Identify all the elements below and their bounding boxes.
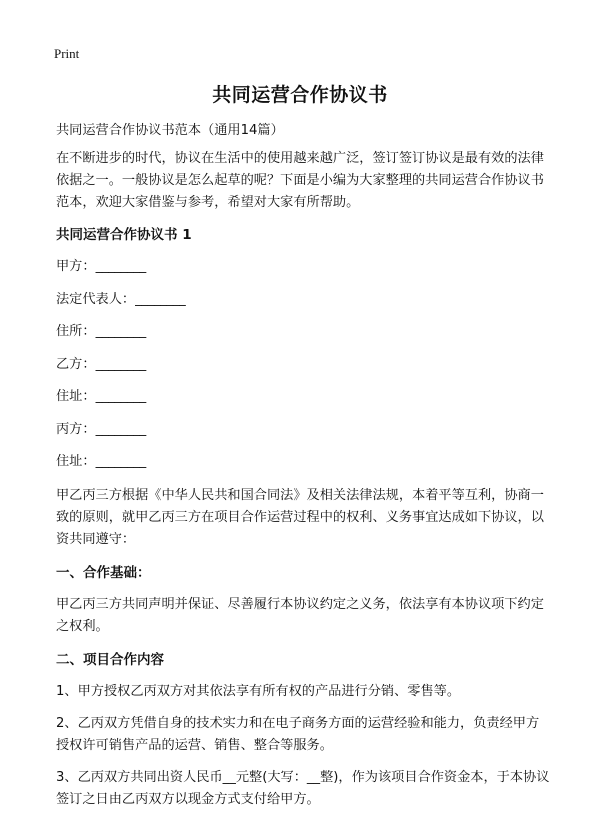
field-label: 甲方： [56,259,96,274]
party-field-legal-rep [56,289,552,311]
field-label: 住址： [56,454,96,469]
party-field-yi-address [56,386,552,408]
field-blank: ________ [95,389,146,404]
field-label: 住址： [56,389,96,404]
print-link[interactable]: Print [54,46,80,61]
section-2-item-3: 3、乙丙双方共同出资人民币__元整(大写：__整)，作为该项目合作资金本，于本协议签订之日由乙丙双方以现金方式支付给甲方。 [56,770,550,807]
section-2-heading: 二、项目合作内容 [56,652,164,668]
field-blank: ________ [95,324,146,339]
intro-paragraph: 在不断进步的时代，协议在生活中的使用越来越广泛，签订签订协议是最有效的法律依据之一。一般协议是怎么起草的呢？下面是小编为大家整理的共同运营合作协议书范本，欢迎大家借鉴与参考，希望对大家有所帮助。 [56,151,544,210]
field-blank: ________ [135,291,186,307]
field-blank: ________ [95,259,146,274]
section-2-item-1: 1、甲方授权乙丙双方对其依法享有所有权的产品进行分销、零售等。 [56,684,461,699]
document-subtitle: 共同运营合作协议书范本（通用14篇） [56,123,284,138]
field-blank: ________ [95,356,146,372]
document-title: 共同运营合作协议书 [212,84,388,106]
party-field-jia [56,256,552,278]
party-field-bing [56,419,552,441]
section-2-item-2: 2、乙丙双方凭借自身的技术实力和在电子商务方面的运营经验和能力，负责经甲方授权许可销售产品的运营、销售、整合等服务。 [56,716,540,753]
field-label: 住所： [56,324,96,339]
party-field-residence [56,321,552,343]
document-body [56,120,552,821]
field-blank: ________ [95,454,146,469]
field-blank: ________ [95,421,146,437]
agreement-heading: 共同运营合作协议书 1 [56,227,192,243]
section-1-heading: 一、合作基础： [56,565,151,581]
field-label: 乙方： [56,356,96,372]
section-1-text: 甲乙丙三方共同声明并保证、尽善履行本协议约定之义务，依法享有本协议项下约定之权利。 [56,597,544,634]
field-label: 法定代表人： [56,291,136,307]
preamble-paragraph: 甲乙丙三方根据《中华人民共和国合同法》及相关法律法规，本着平等互利，协商一致的原则，就甲乙丙三方在项目合作运营过程中的权利、义务事宜达成如下协议，以资共同遵守： [56,488,544,547]
field-label: 丙方： [56,421,96,437]
party-field-yi [56,354,552,376]
party-field-bing-address [56,451,552,473]
